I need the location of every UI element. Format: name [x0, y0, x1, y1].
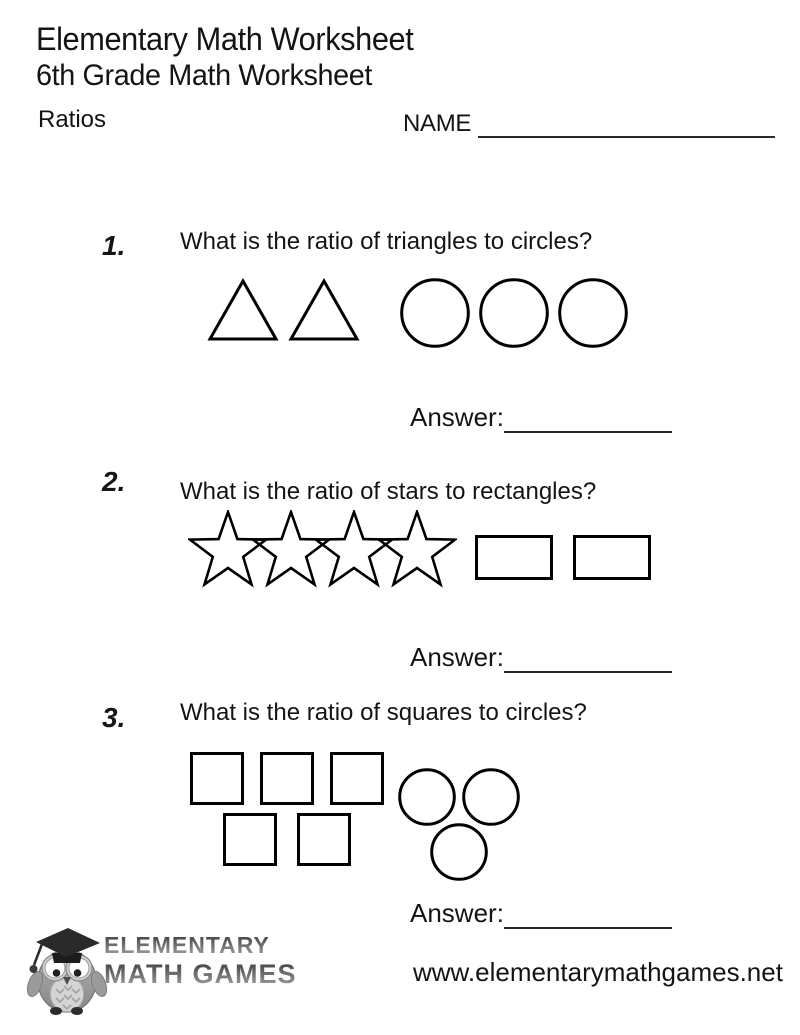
triangle-shape [288, 278, 360, 342]
square-shape [260, 752, 314, 805]
square-shape [330, 752, 384, 805]
logo-line-2: MATH GAMES [104, 959, 297, 989]
circle-shape [558, 278, 628, 348]
question-2-answer-row [410, 639, 672, 673]
question-3-shapes [190, 752, 520, 881]
question-1-number: 1. [102, 230, 126, 261]
triangle-group [207, 278, 360, 342]
rectangle-group [475, 535, 651, 580]
worksheet-title: Elementary Math Worksheet [36, 21, 414, 57]
rectangle-shape [475, 535, 553, 580]
circle-group [398, 768, 520, 881]
square-shape [190, 752, 244, 805]
question-2-text: What is the ratio of stars to rectangles? [180, 478, 597, 505]
name-row [403, 106, 775, 138]
rectangle-shape [573, 535, 651, 580]
answer-blank-line[interactable] [504, 399, 672, 433]
question-3-number: 3. [102, 702, 126, 733]
answer-label: Answer: [410, 642, 504, 672]
website-url: www.elementarymathgames.net [413, 957, 783, 987]
topic-label: Ratios [38, 106, 107, 133]
circle-shape [462, 768, 520, 826]
circle-shape [400, 278, 470, 348]
question-1-answer-row [410, 399, 672, 433]
triangle-shape [207, 278, 279, 342]
owl-graduation-cap-icon [20, 913, 108, 1020]
star-shape [377, 510, 457, 588]
question-2-number: 2. [102, 466, 126, 497]
question-3-text: What is the ratio of squares to circles? [180, 699, 587, 726]
name-blank-line[interactable] [478, 106, 775, 138]
logo-line-1: ELEMENTARY [104, 934, 297, 957]
circle-group [400, 278, 628, 348]
square-group [190, 752, 384, 866]
square-shape [297, 813, 351, 866]
logo-text [104, 934, 297, 988]
name-label: NAME [403, 110, 472, 137]
answer-label: Answer: [410, 898, 504, 928]
star-group [188, 510, 457, 588]
circle-shape [430, 823, 488, 881]
answer-label: Answer: [410, 402, 504, 432]
question-3-answer-row [410, 895, 672, 929]
square-shape [223, 813, 277, 866]
question-2-shapes [188, 510, 651, 588]
question-1-text: What is the ratio of triangles to circles? [180, 228, 593, 255]
question-1-shapes [207, 278, 628, 348]
circle-shape [479, 278, 549, 348]
answer-blank-line[interactable] [504, 639, 672, 673]
answer-blank-line[interactable] [504, 895, 672, 929]
circle-shape [398, 768, 456, 826]
worksheet-subtitle: 6th Grade Math Worksheet [36, 59, 373, 92]
